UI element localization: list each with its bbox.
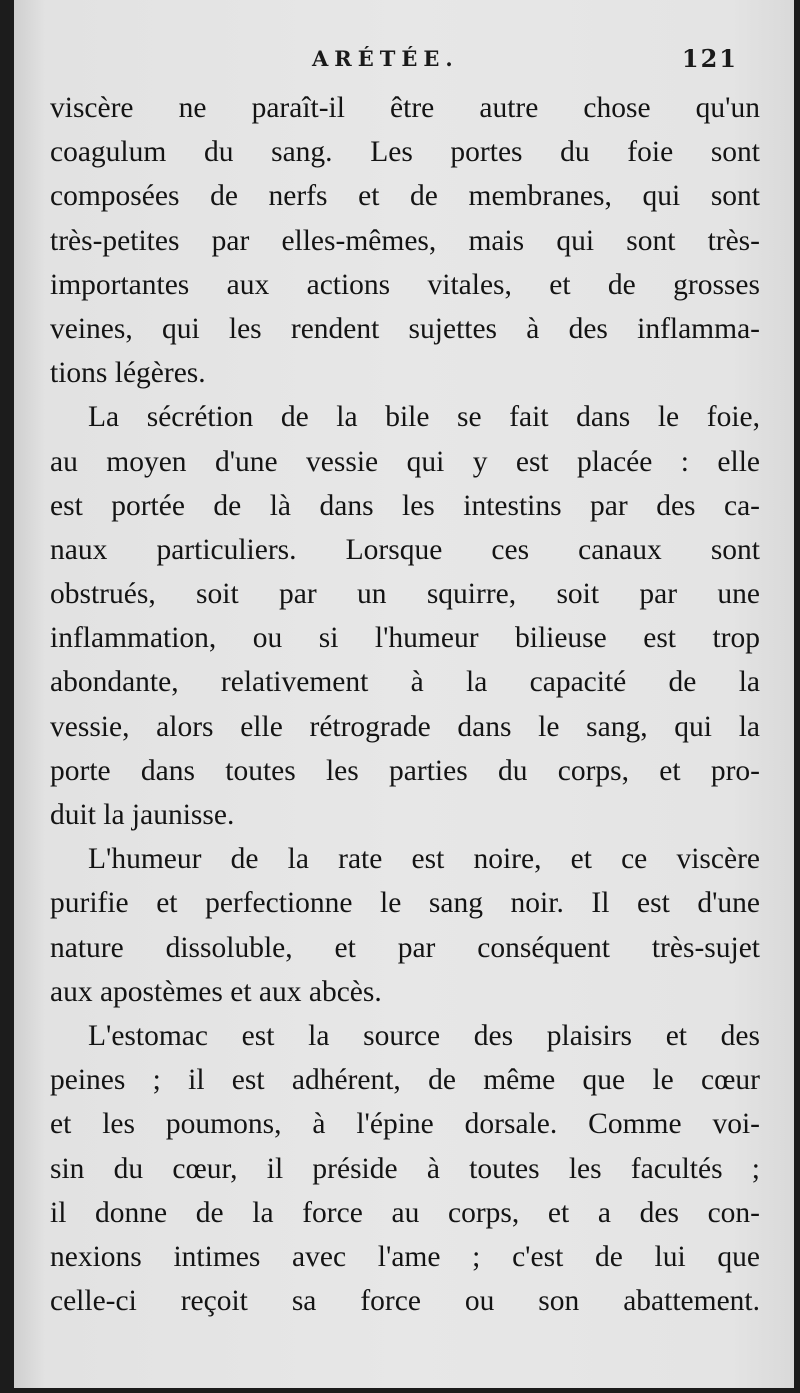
text-line: au moyen d'une vessie qui y est placée : elle bbox=[50, 445, 760, 478]
text-line: porte dans toutes les parties du corps, et pro- bbox=[50, 754, 760, 787]
text-line: La sécrétion de la bile se fait dans le foie, bbox=[88, 401, 760, 434]
text-line: inflammation, ou si l'humeur bilieuse est trop bbox=[50, 622, 760, 655]
text-line: il donne de la force au corps, et a des con- bbox=[50, 1196, 760, 1229]
text-line: nexions intimes avec l'ame ; c'est de lui que bbox=[50, 1240, 760, 1273]
text-line: L'estomac est la source des plaisirs et des bbox=[88, 1019, 760, 1052]
text-line: et les poumons, à l'épine dorsale. Comme voi- bbox=[50, 1108, 760, 1141]
page-number: 121 bbox=[681, 44, 738, 73]
text-line: coagulum du sang. Les portes du foie sont bbox=[50, 136, 760, 169]
text-line: sin du cœur, il préside à toutes les facultés ; bbox=[50, 1152, 760, 1185]
text-line: purifie et perfectionne le sang noir. Il est d'une bbox=[50, 887, 760, 920]
text-line: vessie, alors elle rétrograde dans le sang, qui la bbox=[50, 710, 760, 743]
text-line: L'humeur de la rate est noire, et ce viscère bbox=[88, 843, 760, 876]
text-line: peines ; il est adhérent, de même que le cœur bbox=[50, 1064, 760, 1097]
text-line: nature dissoluble, et par conséquent très-sujet bbox=[50, 931, 760, 964]
text-line: composées de nerfs et de membranes, qui sont bbox=[50, 180, 760, 213]
text-line: naux particuliers. Lorsque ces canaux sont bbox=[50, 533, 760, 566]
text-line: aux apostèmes et aux abcès. bbox=[50, 975, 382, 1008]
text-line: duit la jaunisse. bbox=[50, 799, 235, 831]
text-line: est portée de là dans les intestins par des ca- bbox=[50, 489, 760, 522]
text-line: importantes aux actions vitales, et de grosses bbox=[50, 268, 760, 301]
text-line: viscère ne paraît-il être autre chose qu'un bbox=[50, 92, 760, 124]
text-line: obstrués, soit par un squirre, soit par une bbox=[50, 578, 760, 611]
book-page bbox=[14, 0, 794, 1388]
page-header bbox=[14, 42, 794, 82]
text-line: celle-ci reçoit sa force ou son abattement. bbox=[50, 1285, 760, 1318]
running-head: ARÉTÉE. bbox=[312, 46, 459, 71]
body-text bbox=[50, 86, 760, 1323]
text-line: veines, qui les rendent sujettes à des inflamma- bbox=[50, 312, 760, 345]
text-line: abondante, relativement à la capacité de la bbox=[50, 666, 760, 699]
text-line: tions légères. bbox=[50, 357, 206, 390]
text-line: très-petites par elles-mêmes, mais qui sont très- bbox=[50, 224, 760, 257]
